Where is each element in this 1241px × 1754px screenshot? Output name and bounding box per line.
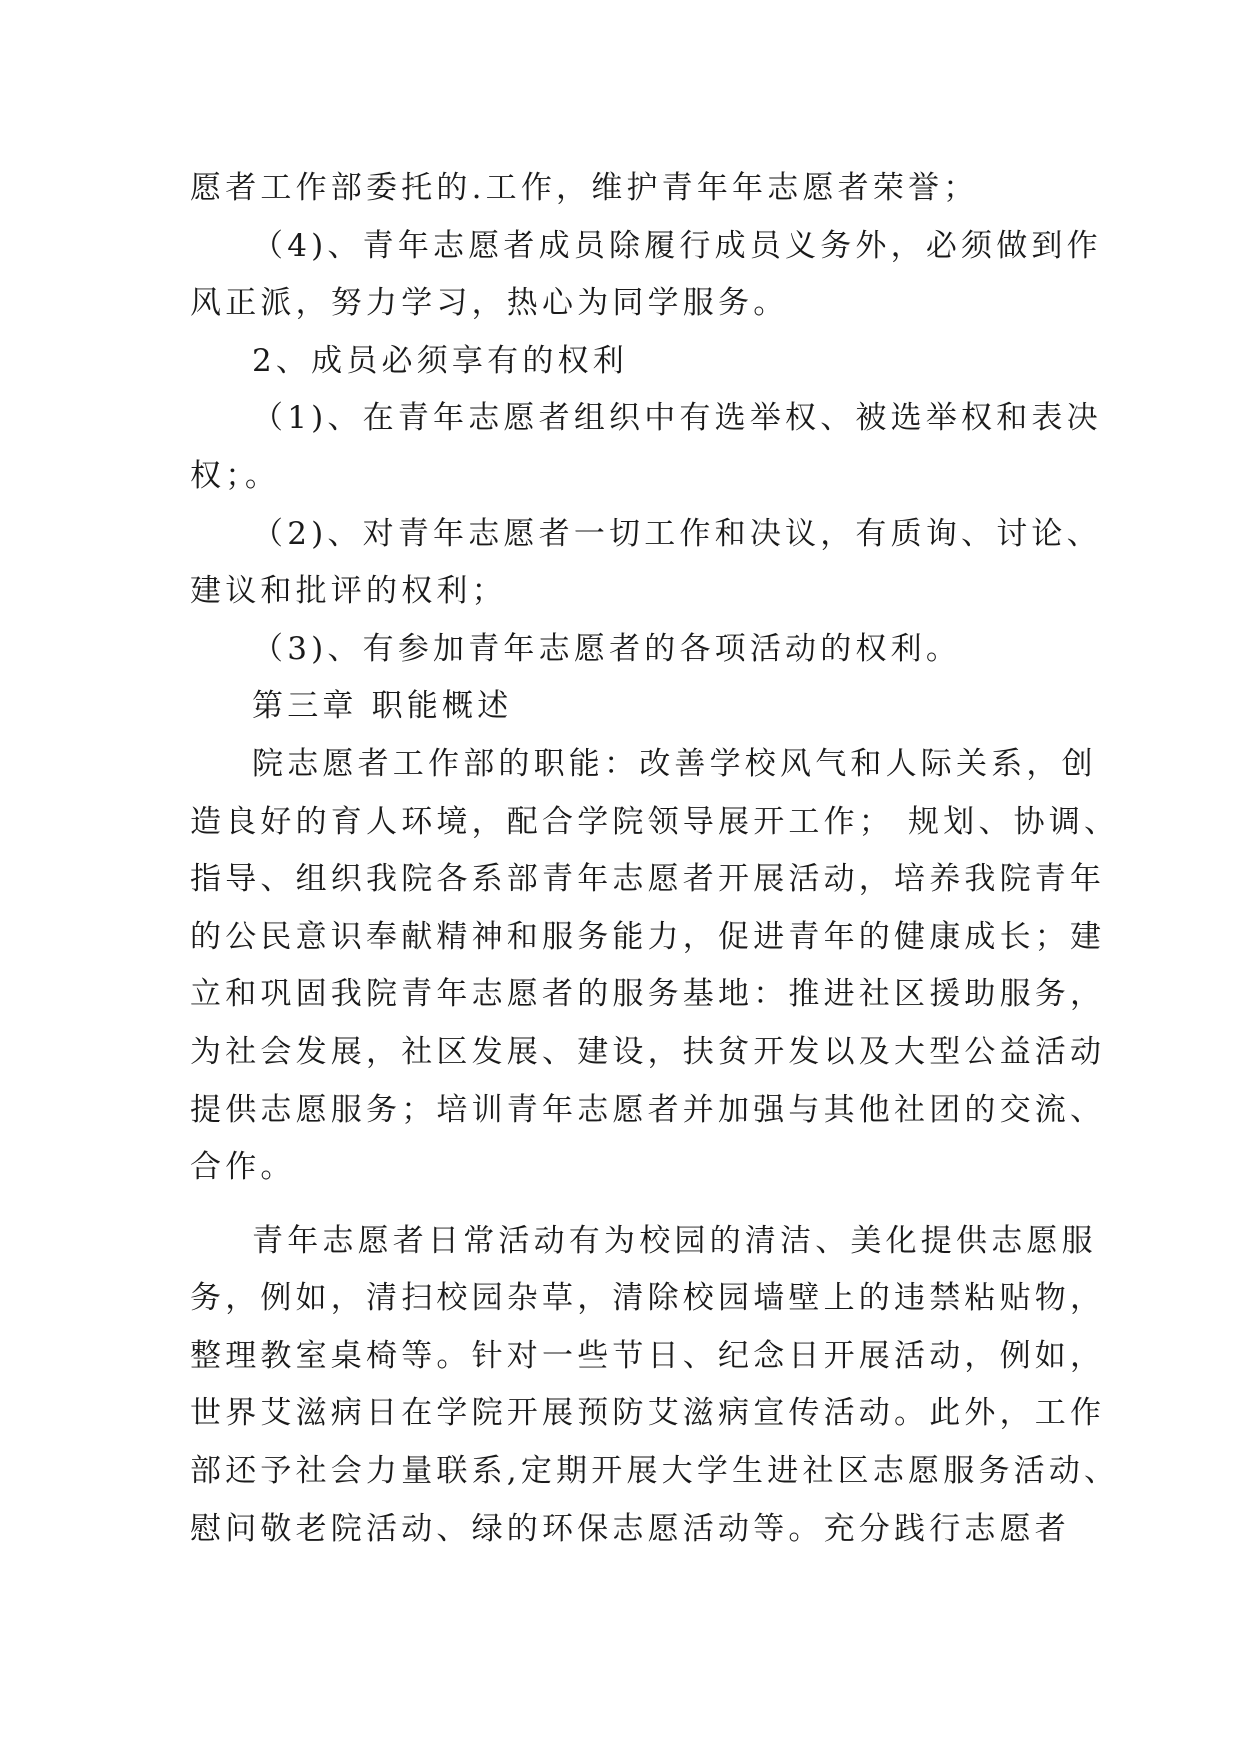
text-line: 权；。 (190, 457, 281, 494)
text-line: 2、成员必须享有的权利 (252, 342, 628, 379)
text-line: 指导、组织我院各系部青年志愿者开展活动，培养我院青年 (190, 861, 1106, 898)
text-line: 部还予社会力量联系,定期开展大学生进社区志愿服务活动、 (190, 1453, 1120, 1490)
text-line: 为社会发展，社区发展、建设，扶贫开发以及大型公益活动 (190, 1033, 1106, 1070)
text-line: 慰问敬老院活动、绿的环保志愿活动等。充分践行志愿者 (190, 1510, 1070, 1547)
text-line: 整理教室桌椅等。针对一些节日、纪念日开展活动，例如， (190, 1337, 1106, 1374)
text-line: 建议和批评的权利； (190, 573, 507, 610)
text-line: 世界艾滋病日在学院开展预防艾滋病宣传活动。此外，工作 (190, 1395, 1106, 1432)
text-line: 合作。 (190, 1149, 296, 1186)
text-line: 提供志愿服务；培训青年志愿者并加强与其他社团的交流、 (190, 1091, 1106, 1128)
text-line: 的公民意识奉献精神和服务能力，促进青年的健康成长；建 (190, 918, 1106, 955)
text-line: 务，例如，清扫校园杂草，清除校园墙壁上的违禁粘贴物， (190, 1280, 1106, 1317)
text-line: （4)、青年志愿者成员除履行成员义务外，必须做到作 (252, 227, 1102, 264)
paragraph-gap (190, 1197, 1070, 1213)
text-line: 愿者工作部委托的.工作，维护青年年志愿者荣誉； (190, 170, 979, 206)
text-line: （2)、对青年志愿者一切工作和决议，有质询、讨论、 (252, 515, 1102, 552)
text-line: （3)、有参加青年志愿者的各项活动的权利。 (252, 630, 962, 667)
text-line: 造良好的育人环境，配合学院领导展开工作； 规划、协调、 (190, 803, 1120, 840)
text-line: 风正派，努力学习，热心为同学服务。 (190, 285, 789, 322)
text-line: 院志愿者工作部的职能：改善学校风气和人际关系，创 (252, 745, 1097, 782)
text-line: 青年志愿者日常活动有为校园的清洁、美化提供志愿服 (252, 1222, 1097, 1259)
document-body (190, 160, 1120, 1558)
text-line: （1)、在青年志愿者组织中有选举权、被选举权和表决 (252, 400, 1102, 437)
chapter-heading: 第三章 职能概述 (252, 688, 513, 725)
text-line: 立和巩固我院青年志愿者的服务基地：推进社区援助服务， (190, 976, 1106, 1013)
